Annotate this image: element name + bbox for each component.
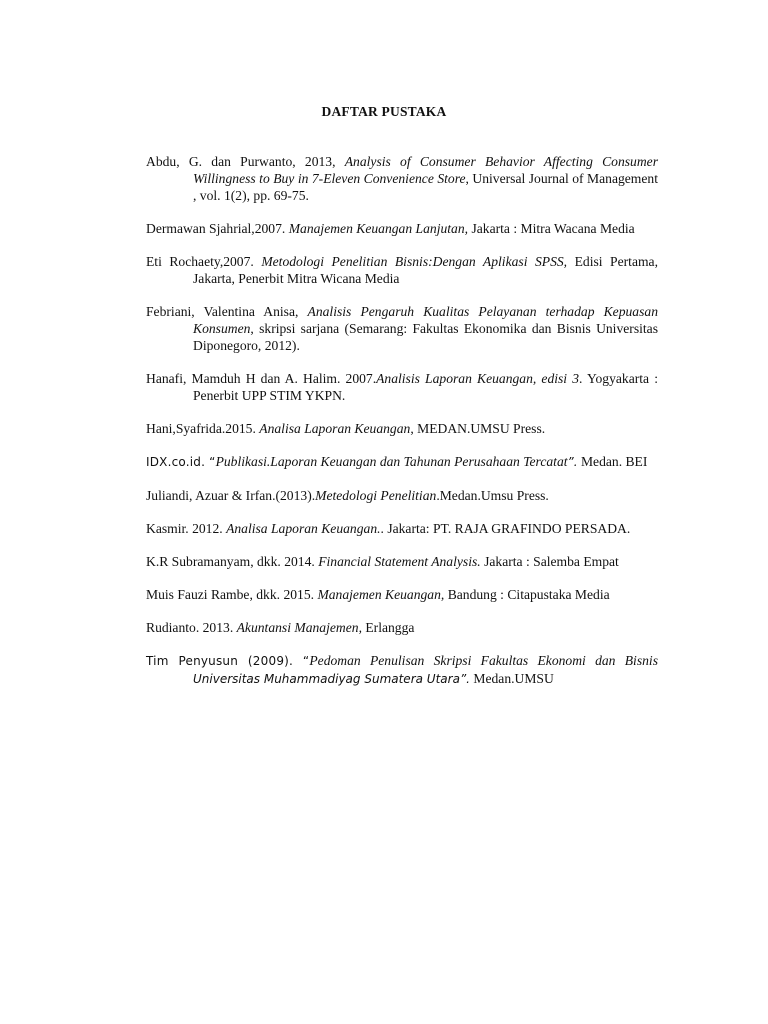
reference-item: Hani,Syafrida.2015. Analisa Laporan Keuangan, MEDAN.UMSU Press.: [146, 421, 546, 436]
reference-item: Muis Fauzi Rambe, dkk. 2015. Manajemen Keuangan, Bandung : Citapustaka Media: [146, 587, 610, 602]
reference-item: Eti Rochaety,2007. Metodologi Penelitian Bisnis:Dengan Aplikasi SPSS, Edisi Pertama, Jakarta, Penerbit Mitra Wicana Media: [146, 254, 658, 286]
reference-item: Kasmir. 2012. Analisa Laporan Keuangan.. Jakarta: PT. RAJA GRAFINDO PERSADA.: [146, 521, 631, 536]
reference-item: Dermawan Sjahrial,2007. Manajemen Keuangan Lanjutan, Jakarta : Mitra Wacana Media: [146, 221, 635, 236]
reference-item: Rudianto. 2013. Akuntansi Manajemen, Erlangga: [146, 620, 415, 635]
reference-item: Juliandi, Azuar & Irfan.(2013).Metedologi Penelitian.Medan.Umsu Press.: [146, 488, 549, 503]
reference-item: K.R Subramanyam, dkk. 2014. Financial Statement Analysis. Jakarta : Salemba Empat: [146, 554, 619, 569]
reference-item: Hanafi, Mamduh H dan A. Halim. 2007.Analisis Laporan Keuangan, edisi 3. Yogyakarta : Penerbit UPP STIM YKPN.: [146, 371, 658, 403]
reference-item: Tim Penyusun (2009). “Pedoman Penulisan Skripsi Fakultas Ekonomi dan Bisnis Universitas Muhammadiyag Sumatera Utara”. Medan.UMSU: [146, 653, 658, 686]
reference-list: [146, 153, 658, 704]
reference-item: Febriani, Valentina Anisa, Analisis Pengaruh Kualitas Pelayanan terhadap Kepuasan Konsumen, skripsi sarjana (Semarang: Fakultas Ekonomika dan Bisnis Universitas Diponegoro, 2012).: [146, 304, 658, 353]
reference-item: Abdu, G. dan Purwanto, 2013, Analysis of Consumer Behavior Affecting Consumer Willingness to Buy in 7-Eleven Convenience Store, Universal Journal of Management , vol. 1(2), pp. 69-75.: [146, 154, 658, 203]
reference-item: IDX.co.id. “Publikasi.Laporan Keuangan dan Tahunan Perusahaan Tercatat”. Medan. BEI: [146, 454, 648, 469]
page-title: DAFTAR PUSTAKA: [321, 104, 447, 119]
